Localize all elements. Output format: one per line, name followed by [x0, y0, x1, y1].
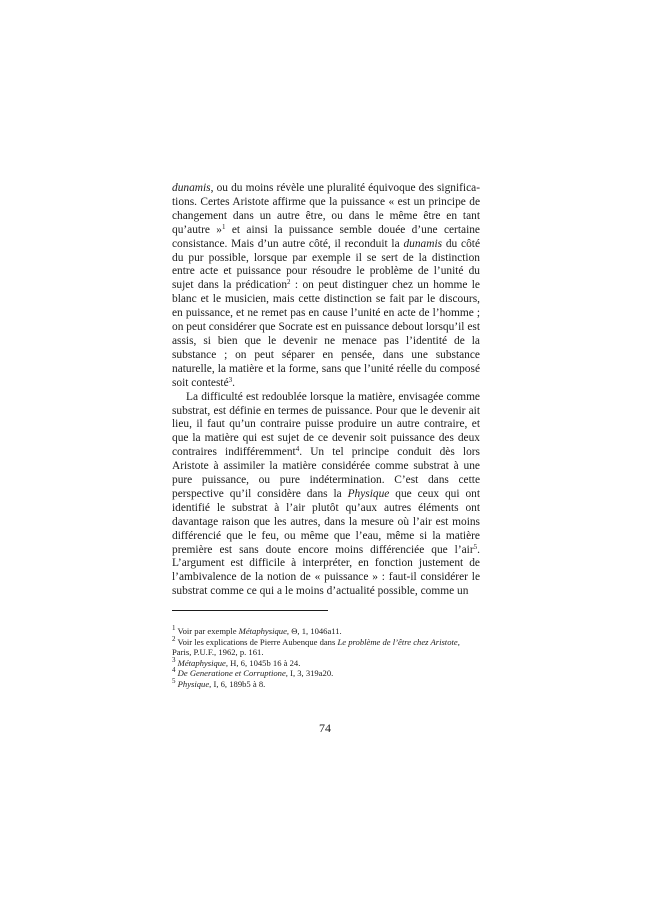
footnote-4	[172, 668, 480, 679]
footnote-marker: 3	[228, 375, 233, 384]
paragraph	[172, 182, 480, 391]
italic-run: Métaphysique	[238, 626, 287, 636]
footnote-marker: 1	[172, 624, 176, 632]
page-number: 74	[319, 721, 331, 735]
italic-run: dunamis	[172, 182, 211, 194]
footnote-2	[172, 634, 480, 658]
text-run: et ainsi la puissance semble douée d’une certaine consistance. Mais d’un autre côté, il reconduit la	[172, 223, 480, 250]
text-run: , I, 6, 189b5 à 8.	[209, 678, 266, 689]
footnote-marker: 4	[295, 445, 300, 454]
text-run: . L’argument est difficile à interpréter, en fonction justement de l’ambivalence de la notion de « puissance » : faut-il considérer le substrat comme ce qui a le moins d’actualité possible, comme un	[172, 543, 480, 598]
footnote-1	[172, 626, 480, 637]
footnote-marker: 5	[172, 676, 176, 685]
footnote-marker: 5	[473, 542, 478, 551]
text-run: , ou du moins révèle une pluralité équivoque des significations. Certes Aristote affirme que la puissance « est un principe de changement dans un autre être, ou dans le même être en tant qu’autre »	[172, 182, 480, 236]
italic-run: dunamis	[403, 237, 443, 250]
text-run: , Paris, P.U.F., 1962, p. 161.	[172, 636, 460, 658]
footnote-marker: 2	[287, 278, 291, 287]
italic-run: Physique	[177, 678, 210, 689]
footnotes	[172, 626, 480, 690]
italic-run: Physique	[347, 487, 390, 500]
footnote-separator	[172, 610, 328, 611]
footnote-3	[172, 655, 480, 669]
text-run: , I, 3, 319a20.	[285, 668, 334, 679]
text-run: , H, 6, 1045b 16 à 24.	[225, 657, 301, 668]
text-run: .	[232, 376, 235, 389]
body-text	[172, 182, 480, 599]
text-run: La difficulté est redoublée lorsque la matière, envisagée comme substrat, est définie en termes de puissance. Pour que le devenir ait lieu, il faut qu’un contraire puisse produire un autre contraire, et que la matière qui est sujet de ce devenir soit puissance des deux contraires indifféremment	[172, 390, 480, 459]
paragraph	[172, 391, 480, 600]
italic-run: Le problème de l’être chez Aristote	[337, 636, 458, 647]
text-run: Voir les explications de Pierre Aubenque dans	[175, 636, 338, 647]
italic-run: De Generatione et Corruptione	[177, 668, 286, 679]
text-run: , Θ, 1, 1046a11.	[286, 626, 342, 636]
italic-run: Métaphysique	[177, 657, 226, 668]
text-run: : on peut distinguer chez un homme le blanc et le musicien, mais cette distinction se fait par le discours, en puissance, et ne remet pas en cause l’unité en acte de l’homme ; on peut considérer que Socrate est en puissance debout lorsqu’il est assis, si bien que le devenir ne menace pas l’identité de la substance ; on peut séparer en pensée, dans une substance naturelle, la matière et la forme, sans que l’unité réelle du composé soit contesté	[172, 279, 480, 389]
footnote-marker: 3	[172, 655, 176, 664]
footnote-marker: 1	[222, 222, 226, 231]
footnote-5	[172, 676, 480, 690]
text-run: que ceux qui ont identifié le substrat à l’air plutôt qu’aux autres éléments ont davantage raison que les autres, dans la mesure où l’air est moins différencié que le feu, ou même que l’eau, même si la matière première est sans doute encore moins différenciée que l’air	[172, 487, 480, 556]
text-run: . Un tel principe conduit dès lors Aristote à assimiler la matière considérée comme substrat à une pure puissance, ou pure indétermination. C’est dans cette perspective qu’il considère dans la	[172, 446, 480, 500]
text-run: Voir par exemple	[175, 626, 239, 636]
footnote-marker: 2	[172, 634, 176, 643]
text-run: du côté du pur possible, lorsque par exemple il se sert de la distinction entre acte et puissance pour résoudre le problème de l’unité du sujet dans la prédication	[172, 237, 480, 292]
footnote-marker: 4	[172, 666, 176, 675]
